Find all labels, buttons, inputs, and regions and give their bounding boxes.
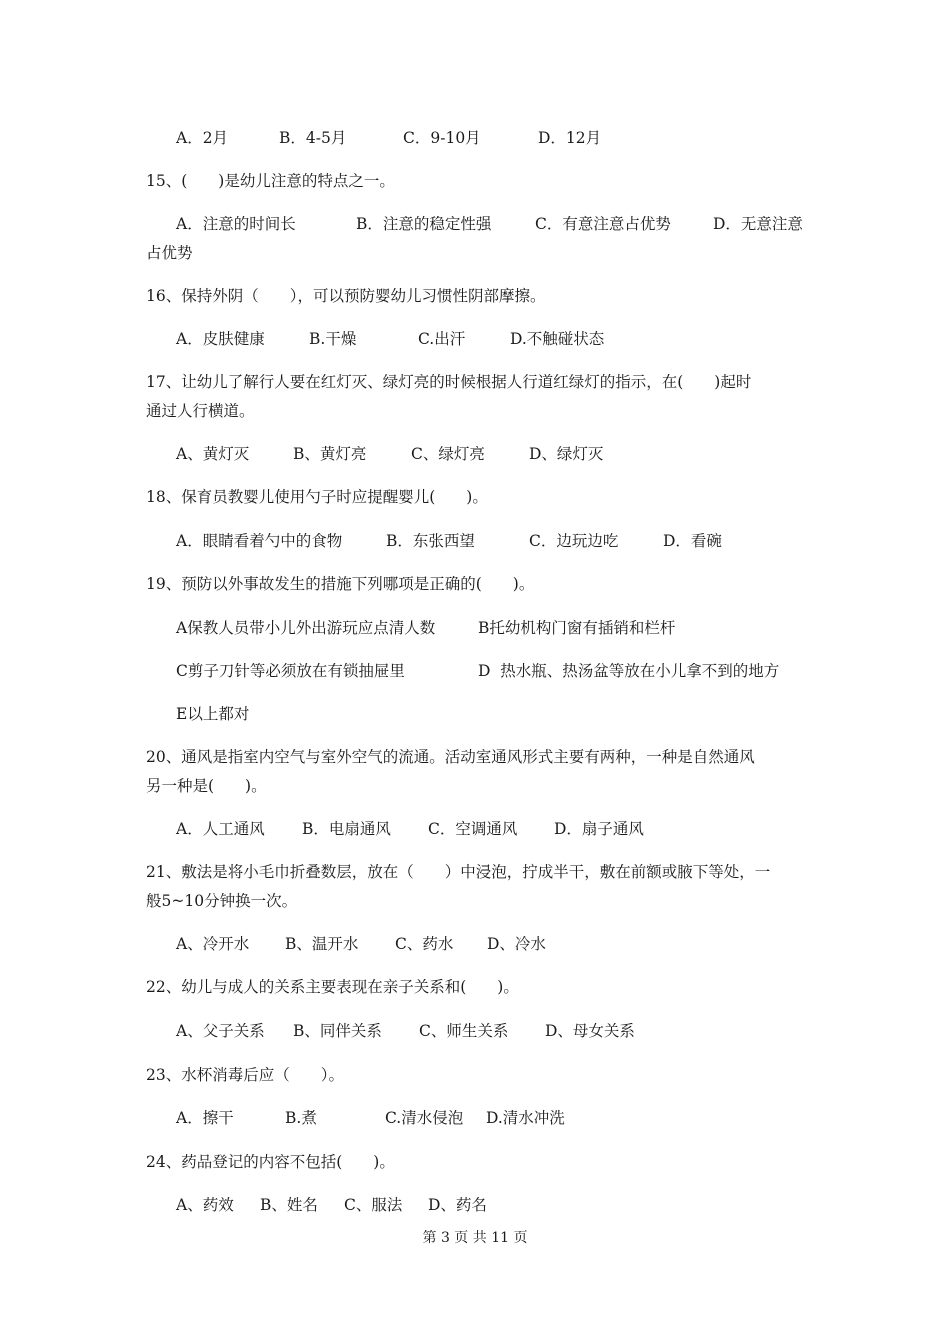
q24-option-d: D、药名	[428, 1196, 487, 1214]
q19-option-e: E以上都对	[176, 705, 250, 723]
q19-option-c: C剪子刀针等必须放在有锁抽屉里	[176, 662, 405, 680]
q21-option-a: A、冷开水	[176, 935, 250, 953]
q20-option-b: B．电扇通风	[302, 820, 391, 838]
q21-option-d: D、冷水	[487, 935, 546, 953]
q19-option-b: B托幼机构门窗有插销和栏杆	[478, 619, 676, 637]
page-footer: 第 3 页 共 11 页	[422, 1230, 528, 1246]
q19-options-cd	[176, 661, 779, 681]
q19-option-d: D 热水瓶、热汤盆等放在小儿拿不到的地方	[478, 662, 780, 680]
q24-option-a: A、药效	[176, 1196, 234, 1214]
q19-stem: 19、预防以外事故发生的措施下列哪项是正确的( )。	[146, 575, 535, 593]
q19-options-ab	[176, 618, 675, 638]
q14-option-d: D．12月	[538, 129, 602, 147]
q22-options	[176, 1021, 635, 1041]
q24-option-c: C、服法	[344, 1196, 403, 1214]
q24-option-b: B、姓名	[260, 1196, 318, 1214]
q24-stem: 24、药品登记的内容不包括( )。	[146, 1153, 395, 1171]
q21-options	[176, 934, 546, 954]
q17-stem-line2: 通过人行横道。	[146, 402, 255, 420]
q15-option-d: D．无意注意	[713, 215, 803, 233]
q21-option-b: B、温开水	[285, 935, 359, 953]
q20-option-c: C．空调通风	[428, 820, 518, 838]
q21-option-c: C、药水	[395, 935, 454, 953]
q23-option-c: C.清水侵泡	[385, 1109, 464, 1127]
q21-stem-line2: 般5~10分钟换一次。	[146, 892, 298, 910]
q22-stem: 22、幼儿与成人的关系主要表现在亲子关系和( )。	[146, 978, 519, 996]
q14-option-c: C．9-10月	[403, 129, 481, 147]
q23-option-b: B.煮	[285, 1109, 317, 1127]
q21-stem-line1: 21、敷法是将小毛巾折叠数层，放在（ ）中浸泡，拧成半干，敷在前额或腋下等处，一	[146, 863, 771, 881]
q23-stem: 23、水杯消毒后应（ ）。	[146, 1066, 344, 1084]
q20-stem-line2: 另一种是( )。	[146, 777, 267, 795]
q16-options	[176, 329, 604, 349]
q23-options	[176, 1108, 565, 1128]
q23-option-d: D.清水冲洗	[486, 1109, 565, 1127]
q16-option-b: B.干燥	[309, 330, 357, 348]
q18-option-a: A．眼睛看着勺中的食物	[176, 532, 343, 550]
q18-option-c: C．边玩边吃	[529, 532, 619, 550]
q16-option-a: A．皮肤健康	[176, 330, 265, 348]
q20-options	[176, 819, 644, 839]
q19-option-a: A保教人员带小儿外出游玩应点清人数	[176, 619, 436, 637]
q22-option-d: D、母女关系	[545, 1022, 635, 1040]
q16-stem: 16、保持外阴（ ），可以预防婴幼儿习惯性阴部摩擦。	[146, 287, 546, 305]
q14-options	[176, 128, 601, 148]
q20-stem-line1: 20、通风是指室内空气与室外空气的流通。活动室通风形式主要有两种，一种是自然通风	[146, 748, 755, 766]
q20-option-d: D．扇子通风	[554, 820, 644, 838]
q17-option-b: B、黄灯亮	[293, 445, 367, 463]
q14-option-a: A．2月	[176, 129, 229, 147]
q14-option-b: B．4-5月	[279, 129, 347, 147]
q15-option-b: B．注意的稳定性强	[356, 215, 492, 233]
q22-option-b: B、同伴关系	[293, 1022, 382, 1040]
q15-option-a: A．注意的时间长	[176, 215, 296, 233]
q15-options-cont: 占优势	[146, 244, 193, 262]
q22-option-a: A、父子关系	[176, 1022, 265, 1040]
q22-option-c: C、师生关系	[419, 1022, 509, 1040]
q18-stem: 18、保育员教婴儿使用勺子时应提醒婴儿( )。	[146, 488, 488, 506]
q18-option-b: B．东张西望	[386, 532, 475, 550]
q24-options	[176, 1195, 487, 1215]
q16-option-d: D.不触碰状态	[510, 330, 605, 348]
q15-stem: 15、( )是幼儿注意的特点之一。	[146, 172, 395, 190]
q17-stem-line1: 17、让幼儿了解行人要在红灯灭、绿灯亮的时候根据人行道红绿灯的指示，在( )起时	[146, 373, 752, 391]
q17-option-a: A、黄灯灭	[176, 445, 250, 463]
q20-option-a: A．人工通风	[176, 820, 265, 838]
q16-option-c: C.出汗	[418, 330, 466, 348]
q17-options	[176, 444, 603, 464]
q18-option-d: D．看碗	[663, 532, 722, 550]
q15-option-c: C．有意注意占优势	[535, 215, 671, 233]
q15-options	[176, 214, 803, 234]
q17-option-c: C、绿灯亮	[411, 445, 485, 463]
q18-options	[176, 531, 722, 551]
q23-option-a: A．擦干	[176, 1109, 234, 1127]
q17-option-d: D、绿灯灭	[529, 445, 604, 463]
